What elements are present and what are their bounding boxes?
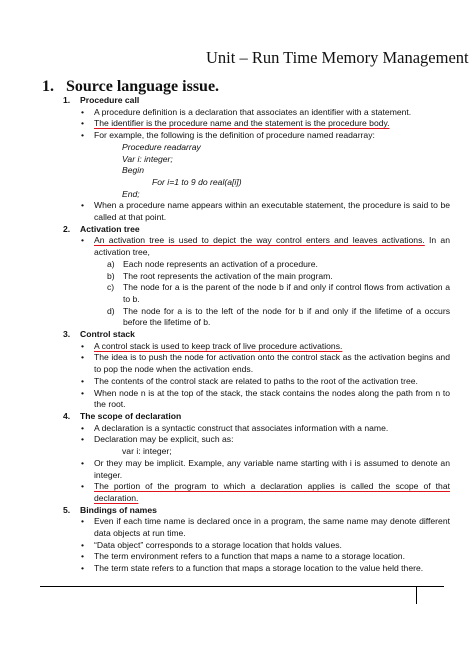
bullet-icon: • [81, 352, 85, 363]
bullet-icon: • [81, 375, 85, 386]
bullet-icon: • [81, 434, 85, 445]
code-line: Begin [122, 165, 144, 176]
section-heading [42, 78, 219, 96]
bullet-item [0, 458, 474, 481]
bullet-item [0, 200, 474, 223]
bullet-icon: • [81, 235, 85, 246]
bullet-icon: • [81, 200, 85, 211]
bullet-item [0, 481, 474, 504]
footer-divider [416, 586, 417, 604]
bullet-icon: • [81, 539, 85, 550]
bullet-text: The contents of the control stack are related to paths to the root of the activation tree. [94, 375, 418, 386]
bullet-icon: • [81, 457, 85, 468]
item-text: The node for a is the parent of the node b if and only if control flows from activation a to b. [123, 282, 450, 304]
bullet-text: When node n is at the top of the stack, the stack contains the nodes along the path from n to the root. [94, 387, 450, 410]
bullet-item [0, 352, 474, 375]
item-letter: a) [107, 258, 115, 269]
item-text: Each node represents an activation of a procedure. [123, 258, 318, 269]
bullet-text: The term environment refers to a function that maps a name to a storage location. [94, 551, 405, 562]
code-line: For i=1 to 9 do real(a[i]) [152, 176, 242, 187]
bullet-item [0, 341, 474, 353]
bullet-item [0, 118, 474, 130]
subheading-number: 2. [63, 223, 71, 234]
subheading-label: Procedure call [80, 95, 140, 105]
bullet-item [0, 563, 474, 575]
lettered-item [0, 271, 474, 283]
item-text: The root represents the activation of the main program. [123, 270, 333, 281]
bullet-text: A declaration is a syntactic construct that associates information with a name. [94, 422, 389, 433]
subheading-procedure-call [0, 95, 474, 107]
document-body [0, 95, 474, 575]
bullet-item [0, 376, 474, 388]
subheading-control-stack [0, 329, 474, 341]
bullet-item [0, 423, 474, 435]
subheading-number: 5. [63, 504, 71, 515]
example-line: var i: integer; [122, 446, 172, 457]
subheading-label: Activation tree [80, 223, 140, 234]
bullet-text: Even if each time name is declared once in a program, the same name may denote different data objects at run time. [94, 516, 450, 539]
bullet-icon: • [81, 563, 85, 574]
bullet-text: A procedure definition is a declaration that associates an identifier with a statement. [94, 106, 412, 117]
bullet-text: When a procedure name appears within an executable statement, the procedure is said to be called at that point. [94, 200, 450, 223]
bullet-item [0, 540, 474, 552]
bullet-text-underlined: A control stack is used to keep track of live procedure activations. [94, 340, 343, 351]
bullet-text: Or they may be implicit. Example, any variable name starting with i is assumed to denote an integer. [94, 457, 450, 480]
lettered-item [0, 282, 474, 305]
subheading-number: 1. [63, 95, 71, 105]
bullet-icon: • [81, 130, 85, 141]
bullet-item [0, 235, 474, 258]
bullet-text: For example, the following is the definition of procedure named readarray: [94, 130, 375, 141]
lettered-item [0, 306, 474, 329]
bullet-icon: • [81, 340, 85, 351]
bullet-text: “Data object” corresponds to a storage location that holds values. [94, 539, 342, 550]
bullet-icon: • [81, 387, 85, 398]
code-line: End; [122, 188, 140, 199]
bullet-item [0, 434, 474, 446]
item-text: The node for a is to the left of the node for b if and only if the lifetime of a occurs before the lifetime of b. [123, 305, 450, 328]
item-letter: c) [107, 282, 115, 293]
section-title: Source language issue. [66, 78, 220, 95]
bullet-item [0, 551, 474, 563]
bullet-text: The idea is to push the node for activation onto the control stack as the activation begins and to pop the node when the activation ends. [94, 352, 450, 375]
bullet-icon: • [81, 516, 85, 527]
subheading-scope [0, 411, 474, 423]
bullet-item [0, 388, 474, 411]
bullet-text-underlined: The identifier is the procedure name and the statement is the procedure body. [94, 118, 390, 129]
subheading-number: 4. [63, 410, 71, 421]
bullet-text-underlined: An activation tree is used to depict the way control enters and leaves activations. [94, 235, 425, 246]
bullet-item [0, 107, 474, 119]
bullet-icon: • [81, 481, 85, 492]
bullet-text: Declaration may be explicit, such as: [94, 434, 234, 445]
bullet-text-underlined: The portion of the program to which a declaration applies is called the scope of that declaration. [94, 481, 450, 503]
subheading-label: Control stack [80, 329, 135, 340]
footer-rule [40, 586, 444, 587]
code-line: Var i: integer; [122, 153, 173, 164]
subheading-label: Bindings of names [80, 504, 157, 515]
item-letter: b) [107, 270, 115, 281]
bullet-icon: • [81, 118, 85, 129]
subheading-activation-tree [0, 224, 474, 236]
page-title: Unit – Run Time Memory Management [206, 48, 469, 67]
section-number: 1. [42, 78, 54, 95]
lettered-item [0, 259, 474, 271]
bullet-item [0, 516, 474, 539]
bullet-icon: • [81, 551, 85, 562]
code-line: Procedure readarray [122, 141, 201, 152]
subheading-bindings [0, 505, 474, 517]
bullet-text: In an activation tree, [94, 235, 450, 258]
bullet-icon: • [81, 422, 85, 433]
bullet-text: The term state refers to a function that maps a storage location to the value held there. [94, 563, 424, 574]
bullet-item [0, 130, 474, 142]
bullet-icon: • [81, 106, 85, 117]
subheading-label: The scope of declaration [80, 410, 182, 421]
subheading-number: 3. [63, 329, 71, 340]
item-letter: d) [107, 305, 115, 316]
